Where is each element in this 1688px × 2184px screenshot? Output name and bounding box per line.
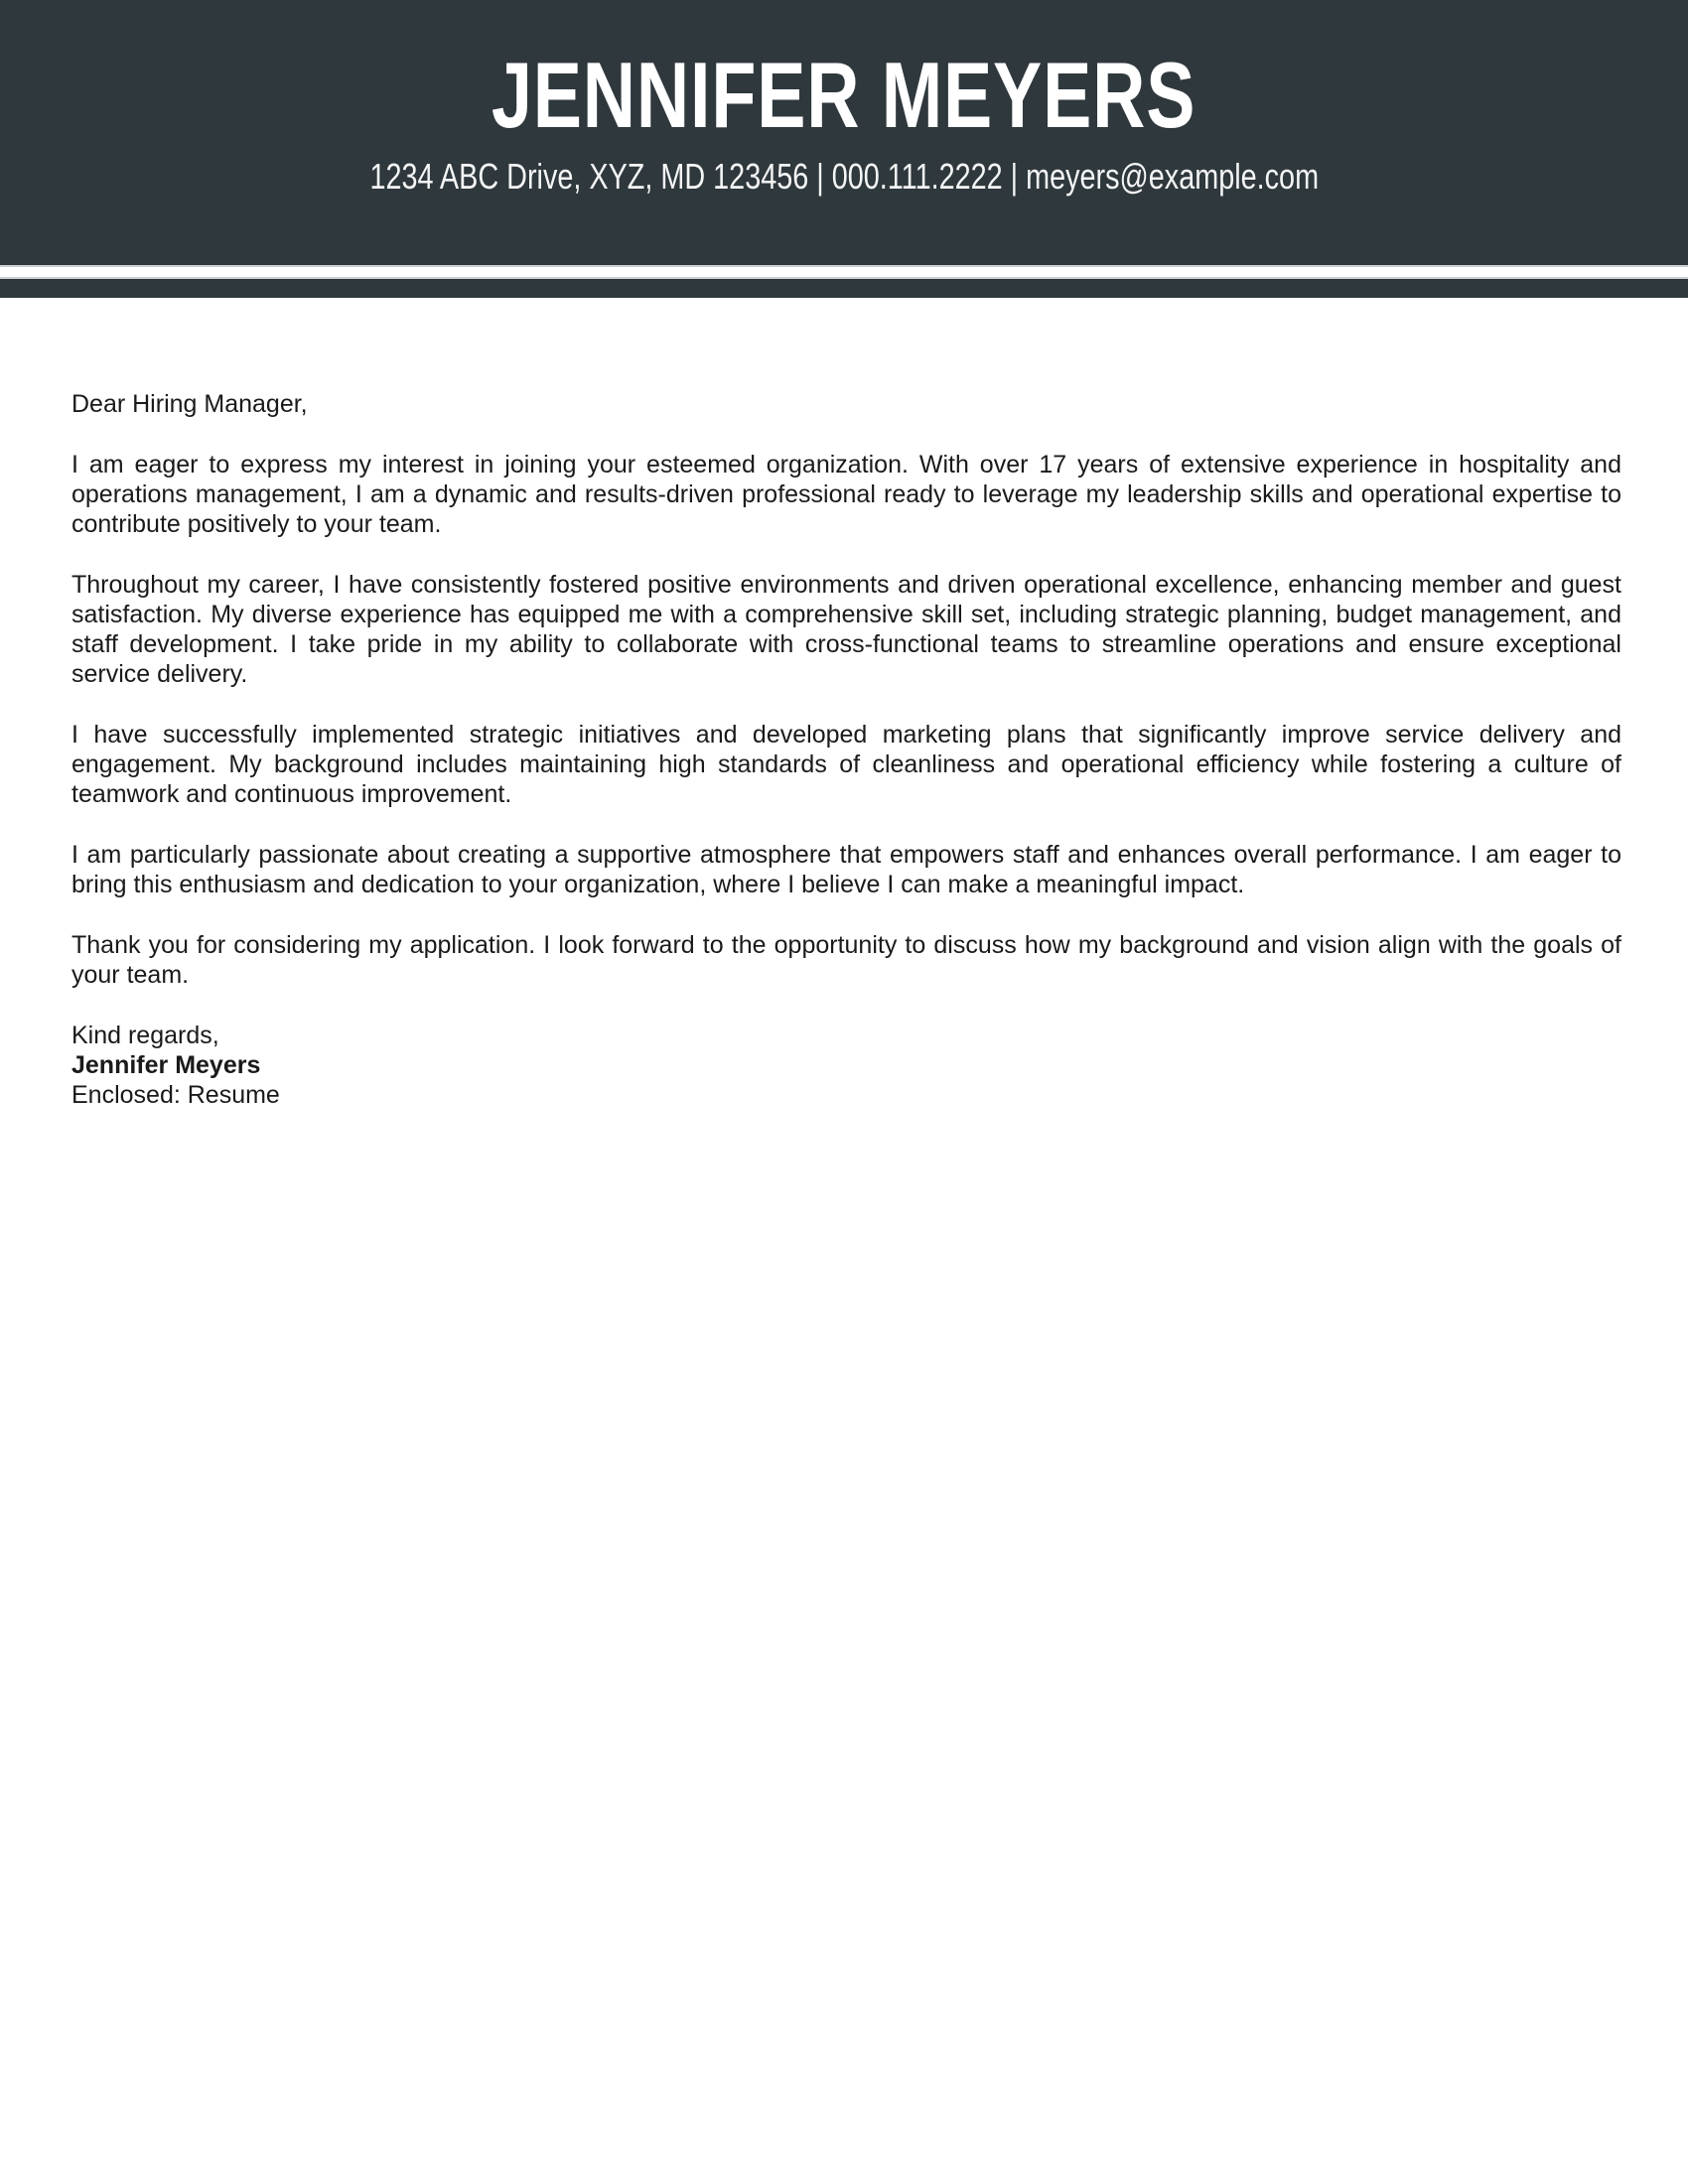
salutation: Dear Hiring Manager, — [71, 390, 308, 418]
contact-info: 1234 ABC Drive, XYZ, MD 123456 | 000.111.2222 | meyers@example.com — [369, 155, 1319, 197]
paragraph-achievements: I have successfully implemented strategic initiatives and developed marketing plans that significantly improve service delivery and engagement. My background includes maintaining high standards of cleanliness and operational efficiency while fostering a culture of teamwork and continuous improvement. — [71, 721, 1621, 808]
enclosure-note: Enclosed: Resume — [71, 1081, 280, 1109]
signoff: Kind regards, — [71, 1022, 219, 1049]
contact-info-line — [251, 155, 1438, 197]
divider-bar — [0, 279, 1688, 298]
paragraph-thanks: Thank you for considering my application. I look forward to the opportunity to discuss how my background and vision align with the goals of your team. — [71, 931, 1621, 989]
divider-gap — [0, 265, 1688, 279]
paragraph-career: Throughout my career, I have consistently fostered positive environments and driven operational excellence, enhancing member and guest satisfaction. My diverse experience has equipped me with a comprehensive skill set, including strategic planning, budget management, and staff development. I take pride in my ability to collaborate with cross-functional teams to streamline operations and ensure exceptional service delivery. — [71, 571, 1621, 688]
candidate-name-line — [414, 44, 1273, 148]
signature-name: Jennifer Meyers — [71, 1051, 261, 1079]
letter-masthead — [0, 0, 1688, 265]
candidate-name: JENNIFER MEYERS — [492, 44, 1196, 148]
closing-block — [71, 1021, 1621, 1110]
letter-body — [0, 298, 1688, 1110]
paragraph-intro: I am eager to express my interest in joining your esteemed organization. With over 17 years of extensive experience in hospitality and operations management, I am a dynamic and results-driven professional ready to leverage my leadership skills and operational expertise to contribute positively to your team. — [71, 451, 1621, 538]
paragraph-passion: I am particularly passionate about creating a supportive atmosphere that empowers staff and enhances overall performance. I am eager to bring this enthusiasm and dedication to your organization, where I believe I can make a meaningful impact. — [71, 841, 1621, 898]
